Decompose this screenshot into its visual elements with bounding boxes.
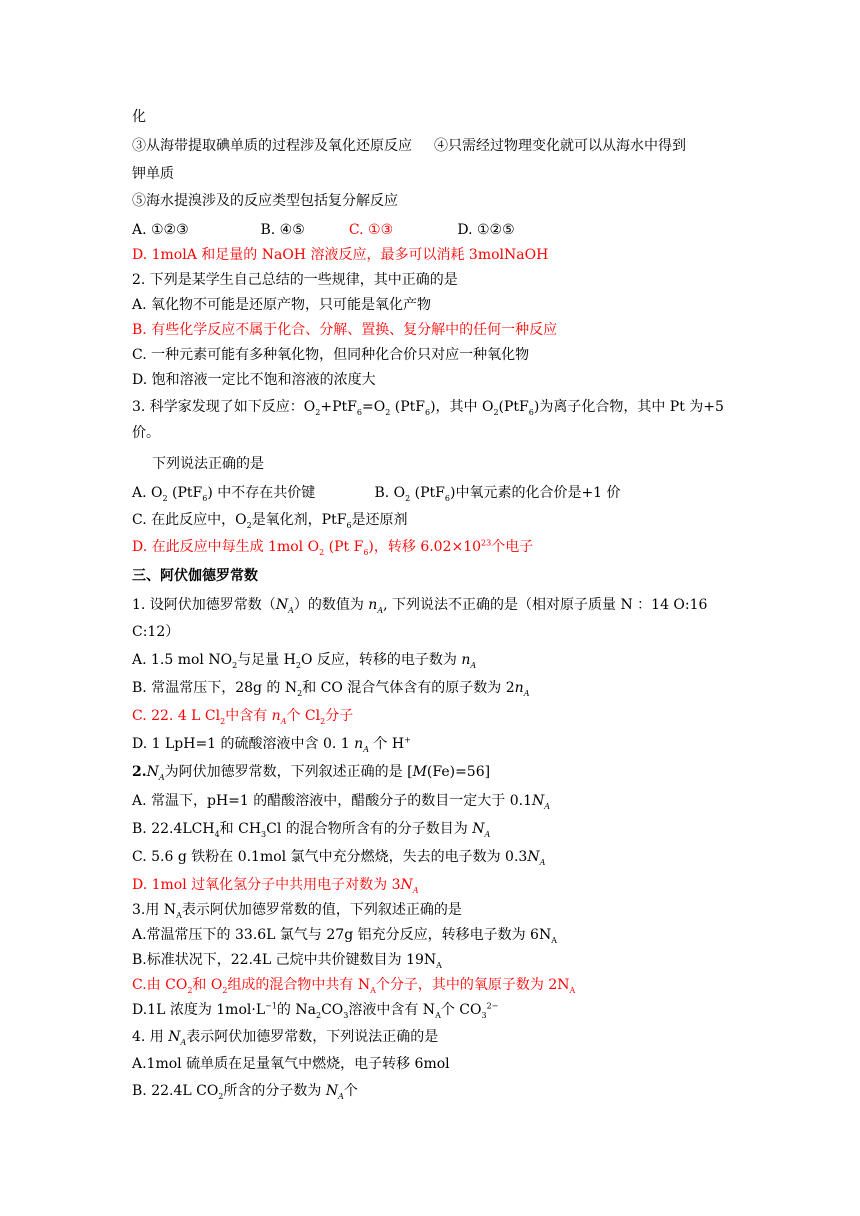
option-a: A. $O_2$ (PtF$_6$) 中不存在共价键 (132, 485, 316, 503)
option-c: C. 22. 4 L $Cl_2$中含有 $n_A$个 $Cl_2$分子 (132, 708, 354, 726)
option-c: C.由 $CO_2$和 $O_2$组成的混合物中共有 $N_A$个分子，其中的氧原子数为 $2N_A$ (132, 977, 576, 995)
text-line: C:12） (132, 624, 180, 640)
option-a: A. 常温下，pH=1 的醋酸溶液中，醋酸分子的数目一定大于 $0.1N_A$ (132, 793, 551, 811)
options-row (132, 483, 621, 503)
option-b: B. 常温常压下，28g 的 $N_2$和 CO 混合气体含有的原子数为 $2n_A$ (132, 680, 530, 698)
question-1: 1. 设阿伏加德罗常数$(N_A)$的数值为 $n_A$, 下列说法不正确的是（相对原子质量 N ：14 O:16 (132, 597, 708, 615)
option-a: A. 氧化物不可能是还原产物，只可能是氧化产物 (132, 297, 432, 313)
option-a: A.常温常压下的 33.6L 氯气与 27g 铝充分反应，转移电子数为 $6N_A$ (132, 927, 557, 945)
question-2: $2.N_A$为阿伏加德罗常数，下列叙述正确的是 [M(Fe)=56] (132, 764, 491, 782)
question-3: 3. 科学家发现了如下反应：$O_2+PtF_6=O_2$ (PtF$_6$)，其中 $O_2(PtF_6)$为离子化合物，其中 Pt 为+5 (132, 399, 724, 417)
option-c: C. 5.6 g 铁粉在 0.1mol 氯气中充分燃烧，失去的电子数为 $0.3N_A$ (132, 849, 546, 867)
question-2: 2. 下列是某学生自己总结的一些规律，其中正确的是 (132, 272, 458, 288)
text-line: 下列说法正确的是 (152, 456, 264, 472)
option-b: B. 有些化学反应不属于化合、分解、置换、复分解中的任何一种反应 (132, 322, 558, 338)
option-b: B. $22.4LCH_4$和 $CH_3Cl$ 的混合物所含有的分子数目为 $N_A$ (132, 821, 491, 839)
options-row (132, 220, 515, 240)
option-b: B.标准状况下，22.4L 己烷中共价键数目为 $19N_A$ (132, 952, 442, 970)
option-a: A. 1.5 mol $NO_2$与足量 $H_2O$ 反应，转移的电子数为 $n_A$ (132, 652, 477, 670)
option-d: D. 1 LpH=1 的硫酸溶液中含 0. 1 $n_A$ 个 H+ (132, 735, 411, 754)
option-a: A. ①②③ (132, 222, 189, 238)
question-3: 3.用 $N_A$表示阿伏加德罗常数的值，下列叙述正确的是 (132, 902, 462, 920)
option-c: C. 在此反应中，$O_2$是氧化剂，PtF$_6$是还原剂 (132, 512, 408, 530)
text-line: 化 (132, 109, 146, 125)
option-c: C. 一种元素可能有多种氧化物，但同种化合价只对应一种氧化物 (132, 347, 530, 363)
option-b: B. $O_2$ (PtF$_6$)中氧元素的化合价是+1 价 (374, 485, 621, 503)
text-line: 价。 (132, 425, 160, 441)
option-d: D. ①②⑤ (457, 222, 515, 238)
option-b: B. 22.4L $CO_2$所含的分子数为 $N_A$个 (132, 1083, 358, 1101)
question-4: 4. 用 $N_A$表示阿伏加德罗常数，下列说法正确的是 (132, 1029, 439, 1047)
answer-line: D. 1molA 和足量的 NaOH 溶液反应，最多可以消耗 3molNaOH (132, 247, 549, 263)
option-c: C. ①③ (348, 222, 394, 238)
option-d: D. 饱和溶液一定比不饱和溶液的浓度大 (132, 372, 376, 388)
option-a: A.1mol 硫单质在足量氧气中燃烧，电子转移 6mol (132, 1056, 450, 1072)
text-line: ③从海带提取碘单质的过程涉及氧化还原反应 ④只需经过物理变化就可以从海水中得到 (132, 138, 686, 154)
option-d: D. 1mol 过氧化氢分子中共用电子对数为 $3N_A$ (132, 877, 419, 895)
section-heading: 三、阿伏伽德罗常数 (132, 568, 258, 584)
option-d: D.1L 浓度为 $1mol\cdot L^{-1}$的 $Na_2CO_3$溶液中含有 $N_A$个 $CO_3^{2-}$ (132, 1001, 499, 1020)
option-d: D. 在此反应中每生成 1mol $O_2$ (Pt $F_6$)，转移 $6.02\times 10^{23}$个电子 (132, 538, 534, 557)
text-line: ⑤海水提溴涉及的反应类型包括复分解反应 (132, 193, 398, 209)
option-b: B. ④⑤ (260, 222, 305, 238)
text-line: 钾单质 (132, 166, 174, 182)
